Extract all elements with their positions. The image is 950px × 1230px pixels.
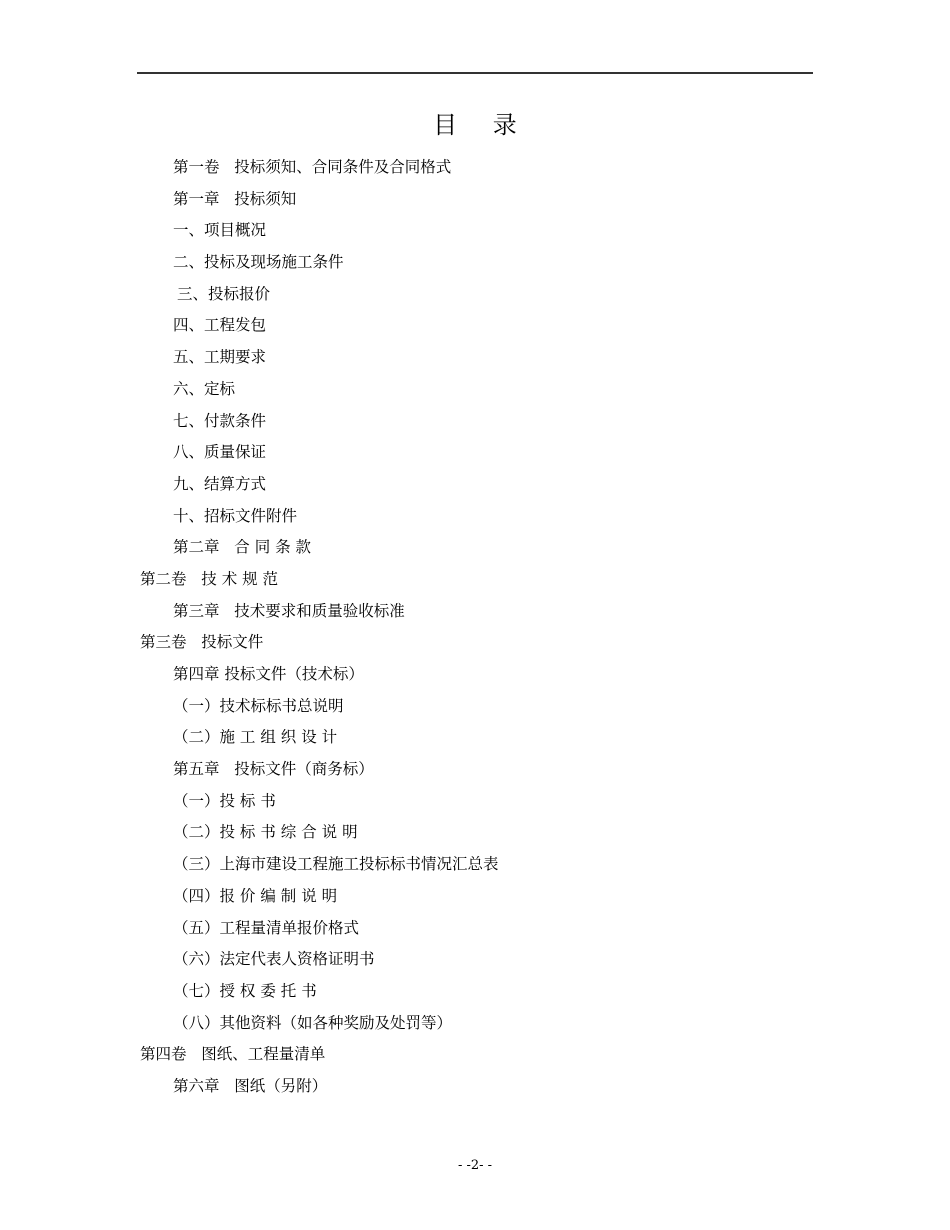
toc-entry: （一）技术标标书总说明 (173, 696, 344, 715)
toc-entry: 第一章 投标须知 (173, 189, 297, 208)
header-rule (137, 72, 813, 74)
toc-entry: 七、付款条件 (173, 411, 267, 430)
page-title: 目 录 (433, 111, 531, 139)
toc-entry: 四、工程发包 (173, 316, 267, 335)
toc-entry: 五、工期要求 (173, 348, 267, 367)
toc-entry: 十、招标文件附件 (173, 506, 298, 525)
toc-entry: （三）上海市建设工程施工投标标书情况汇总表 (173, 855, 499, 874)
page-number: - -2- - (457, 1158, 493, 1173)
toc-entry: 第一卷 投标须知、合同条件及合同格式 (173, 158, 452, 176)
table-of-contents (0, 152, 950, 1103)
toc-entry: （一）投 标 书 (173, 791, 276, 810)
toc-entry: （四）报 价 编 制 说 明 (173, 886, 338, 905)
toc-entry: 六、定标 (173, 379, 236, 398)
toc-entry: （五）工程量清单报价格式 (173, 918, 360, 937)
toc-entry: （八）其他资料（如各种奖励及处罚等） (173, 1013, 453, 1032)
toc-entry: 第六章 图纸（另附） (173, 1076, 328, 1095)
toc-entry: （二）施 工 组 织 设 计 (173, 728, 338, 747)
toc-entry: 八、质量保证 (173, 443, 267, 462)
toc-entry: （七）授 权 委 托 书 (173, 981, 317, 1000)
toc-entry: 第四卷 图纸、工程量清单 (140, 1045, 326, 1064)
toc-entry: （二）投 标 书 综 合 说 明 (173, 823, 358, 842)
toc-entry: 第二章 合 同 条 款 (173, 538, 312, 557)
toc-entry: 三、投标报价 (177, 284, 271, 303)
toc-entry: 第三卷 投标文件 (140, 633, 264, 652)
toc-entry: 第五章 投标文件（商务标） (173, 760, 374, 779)
toc-entry: 第三章 技术要求和质量验收标准 (173, 601, 405, 620)
toc-entry: 第四章 投标文件（技术标） (173, 665, 364, 683)
toc-entry: 九、结算方式 (173, 474, 267, 493)
toc-entry: 一、项目概况 (173, 221, 267, 240)
toc-entry: 第二卷 技 术 规 范 (140, 569, 279, 588)
toc-entry: （六）法定代表人资格证明书 (173, 950, 375, 969)
toc-entry: 二、投标及现场施工条件 (173, 253, 344, 272)
